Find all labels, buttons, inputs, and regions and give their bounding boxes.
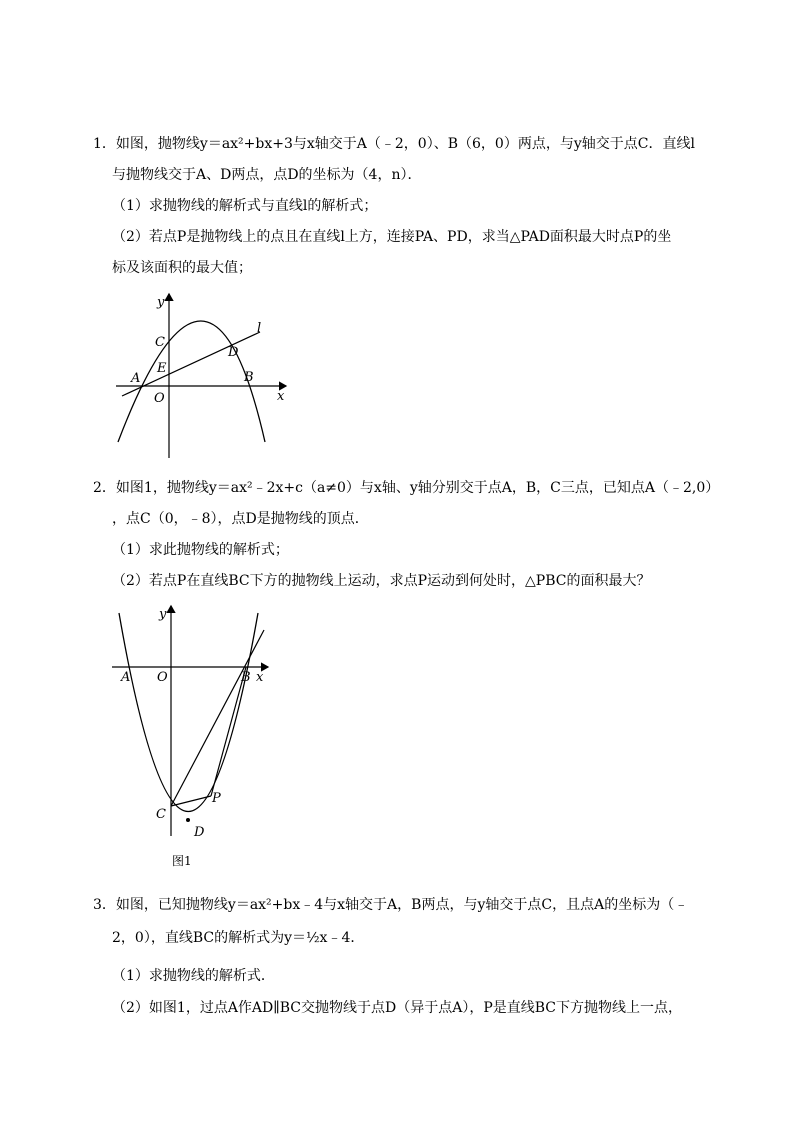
p2-label-d: D [194, 825, 205, 840]
p2-segment-pc [171, 796, 211, 806]
p2-line-3: （1）求此抛物线的解析式； [112, 542, 289, 558]
p2-label-o: O [157, 670, 168, 685]
p3-line-1: 3．如图，已知抛物线y＝ax²+bx﹣4与x轴交于A，B两点，与y轴交于点C，且点A的坐标为（﹣ [93, 897, 689, 913]
p2-line-4: （2）若点P在直线BC下方的抛物线上运动，求点P运动到何处时，△PBC的面积最大？ [112, 573, 651, 589]
p1-label-a: A [131, 371, 141, 386]
p2-parabola [119, 613, 258, 812]
p1-label-o: O [154, 391, 165, 406]
p3-line-2: 2，0），直线BC的解析式为y＝½x﹣4． [112, 930, 365, 946]
p1-line-5: 标及该面积的最大值； [112, 260, 252, 276]
p3-line-4: （2）如图1，过点A作AD∥BC交抛物线于点D（异于点A），P是直线BC下方抛物线上一点， [112, 1000, 682, 1016]
p1-line-1: 1．如图，抛物线y＝ax²+bx+3与x轴交于A（﹣2，0）、B（6，0）两点，与y轴交于点C．直线l [93, 136, 695, 152]
p1-label-l: l [257, 321, 262, 336]
p2-label-x: x [256, 670, 264, 685]
p2-label-y: y [159, 607, 167, 622]
p1-label-c: C [155, 335, 165, 350]
p1-label-e: E [157, 361, 167, 376]
p1-line-2: 与抛物线交于A、D两点，点D的坐标为（4，n）． [112, 167, 422, 183]
p1-label-y: y [157, 295, 165, 310]
p3-line-3: （1）求抛物线的解析式． [112, 968, 275, 984]
p1-label-x: x [277, 389, 285, 404]
p2-line-bc [171, 630, 264, 806]
p2-segment-pb [211, 667, 246, 796]
p2-label-b: B [241, 670, 251, 685]
p1-line-3: （1）求抛物线的解析式与直线l的解析式； [112, 198, 378, 214]
p2-figure-caption: 图1 [172, 854, 192, 868]
p1-label-d: D [228, 345, 239, 360]
p1-label-b: B [244, 370, 254, 385]
p1-line-4: （2）若点P是抛物线上的点且在直线l上方，连接PA、PD，求当△PAD面积最大时点P的坐 [112, 229, 672, 245]
p2-line-1: 2．如图1，抛物线y＝ax²﹣2x+c（a≠0）与x轴、y轴分别交于点A，B，C三点，已知点A（﹣2,0） [93, 480, 720, 496]
p2-figure [108, 600, 278, 872]
p1-figure [110, 290, 300, 460]
p2-vertex-point [186, 818, 190, 822]
p2-label-p: P [212, 791, 221, 806]
p2-label-c: C [156, 807, 166, 822]
p2-label-a: A [121, 670, 131, 685]
p2-line-2: ，点C（0，﹣8），点D是抛物线的顶点． [112, 511, 369, 527]
